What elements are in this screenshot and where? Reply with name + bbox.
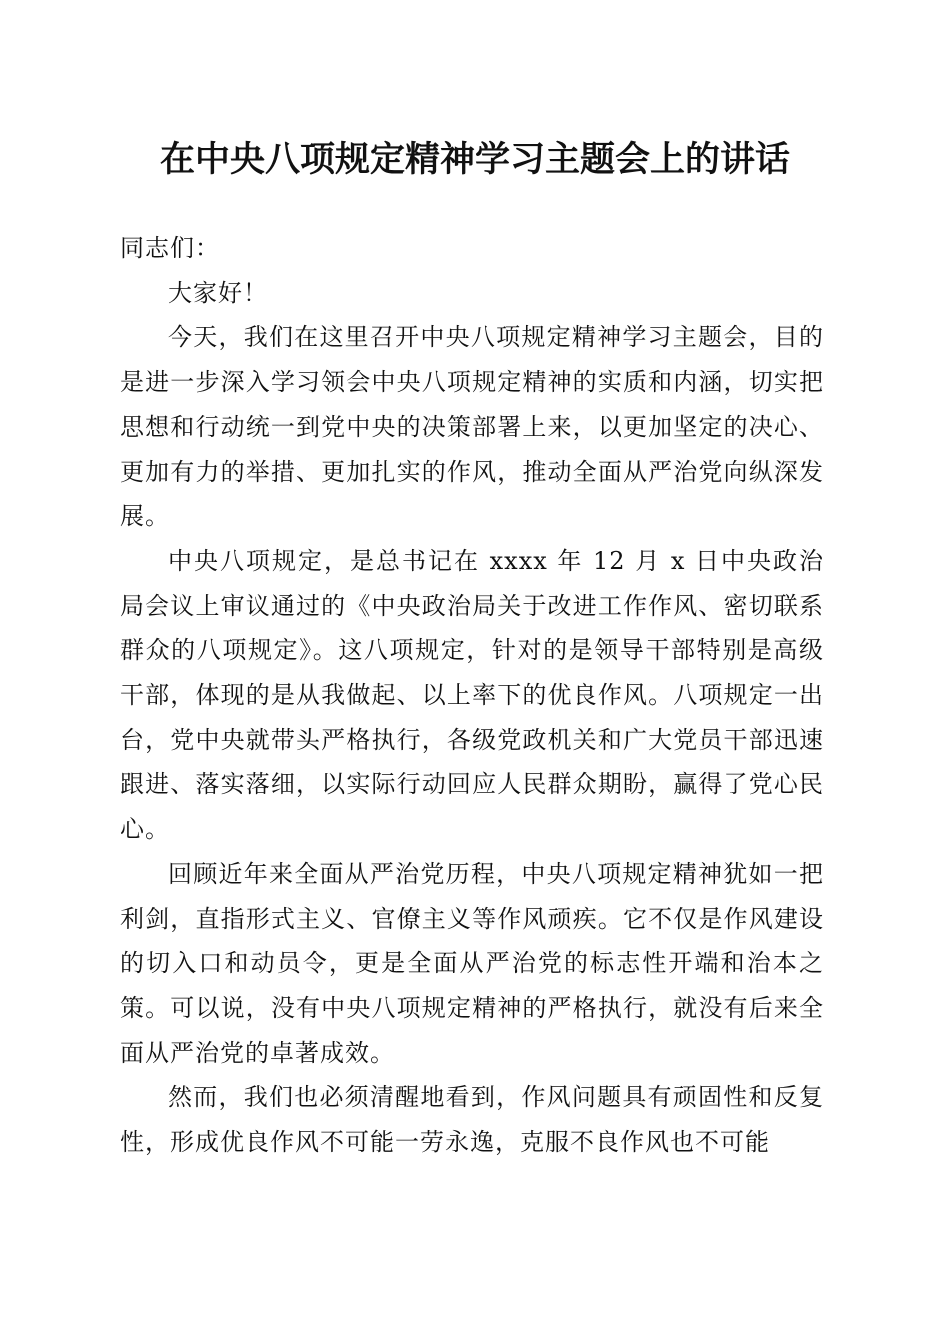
paragraph-3: 回顾近年来全面从严治党历程，中央八项规定精神犹如一把利剑，直指形式主义、官僚主义等作风顽疾。它不仅是作风建设的切入口和动员令，更是全面从严治党的标志性开端和治本之策。可以说，没有中央八项规定精神的严格执行，就没有后来全面从严治党的卓著成效。 bbox=[120, 859, 824, 1067]
greeting: 大家好！ bbox=[168, 278, 268, 307]
paragraph-4: 然而，我们也必须清醒地看到，作风问题具有顽固性和反复性，形成优良作风不可能一劳永逸，克服不良作风也不可能 bbox=[120, 1083, 824, 1157]
salutation: 同志们： bbox=[120, 234, 220, 262]
document-title: 在中央八项规定精神学习主题会上的讲话 bbox=[159, 139, 790, 180]
paragraph-1: 今天，我们在这里召开中央八项规定精神学习主题会，目的是进一步深入学习领会中央八项规定精神的实质和内涵，切实把思想和行动统一到党中央的决策部署上来，以更加坚定的决心、更加有力的举措、更加扎实的作风，推动全面从严治党向纵深发展。 bbox=[120, 323, 824, 531]
document-body bbox=[120, 226, 824, 1165]
paragraph-2: 中央八项规定，是总书记在 xxxx 年 12 月 x 日中央政治局会议上审议通过的《中央政治局关于改进工作作风、密切联系群众的八项规定》。这八项规定，针对的是领导干部特别是高级干部，体现的是从我做起、以上率下的优良作风。八项规定一出台，党中央就带头严格执行，各级党政机关和广大党员干部迅速跟进、落实落细，以实际行动回应人民群众期盼，赢得了党心民心。 bbox=[120, 546, 824, 844]
